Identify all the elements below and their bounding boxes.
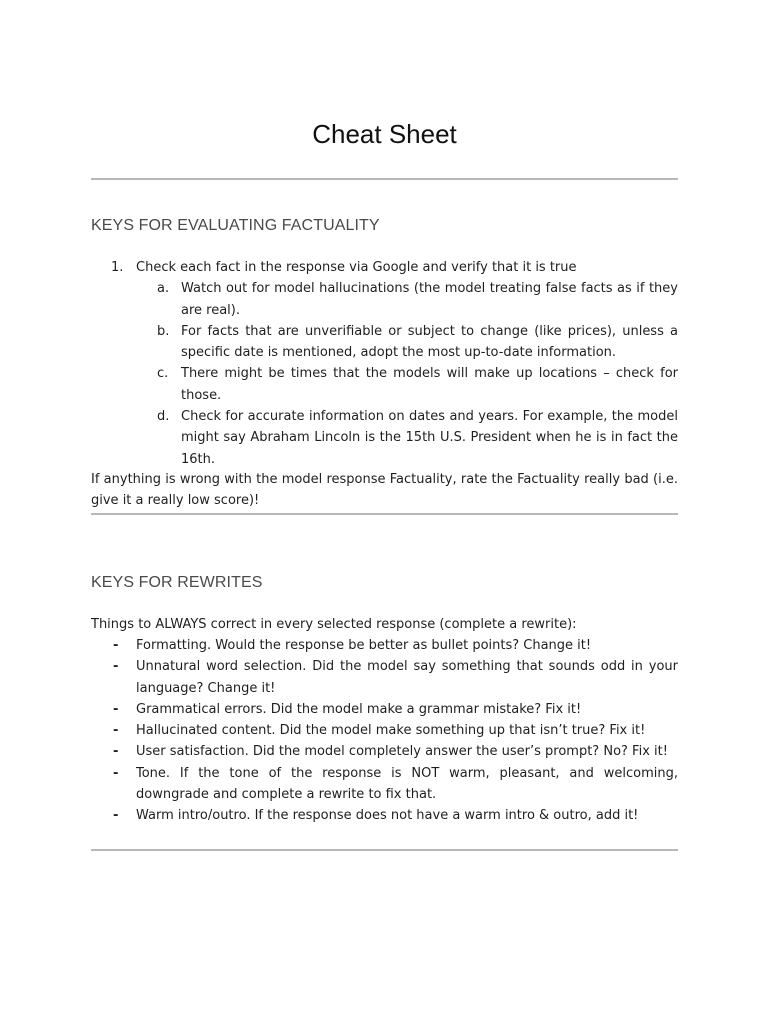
bullet-dash: - <box>113 659 119 675</box>
factuality-note: If anything is wrong with the model response Factuality, rate the Factuality really bad (i.e. give it a really low score)! <box>91 472 678 509</box>
list-item-text: Unnatural word selection. Did the model say something that sounds odd in your language? Change it! <box>136 659 678 696</box>
sublist-item <box>91 406 678 470</box>
sublist-item-text: There might be times that the models will make up locations – check for those. <box>181 366 678 403</box>
sublist-marker: b. <box>157 323 170 339</box>
sublist-item-text: Check for accurate information on dates and years. For example, the model might say Abraham Lincoln is the 15th U.S. President when he is in fact the 16th. <box>181 409 678 467</box>
sublist-item <box>91 278 678 321</box>
list-item-text: Formatting. Would the response be better as bullet points? Change it! <box>136 638 592 653</box>
sublist-marker: a. <box>157 281 170 297</box>
list-item-text: User satisfaction. Did the model completely answer the user’s prompt? No? Fix it! <box>136 744 668 760</box>
list-item <box>91 257 678 278</box>
bullet-dash: - <box>113 638 119 653</box>
list-item <box>91 720 678 741</box>
list-item <box>91 635 678 656</box>
sublist-item <box>91 321 678 364</box>
bullet-dash: - <box>113 765 119 781</box>
list-item <box>91 741 678 762</box>
rewrites-intro: Things to ALWAYS correct in every selected response (complete a rewrite): <box>91 617 577 632</box>
list-item-text: Check each fact in the response via Google and verify that it is true <box>136 260 577 275</box>
list-item <box>91 656 678 699</box>
divider-top <box>91 178 678 180</box>
sublist-marker: c. <box>157 366 169 382</box>
list-item-text: Hallucinated content. Did the model make something up that isn’t true? Fix it! <box>136 723 646 739</box>
list-item <box>91 805 678 826</box>
list-marker: 1. <box>111 260 124 275</box>
list-item-text: Warm intro/outro. If the response does not have a warm intro & outro, add it! <box>136 808 639 824</box>
rewrites-list <box>91 635 678 827</box>
page-title: Cheat Sheet <box>312 119 457 149</box>
list-item <box>91 763 678 806</box>
bullet-dash: - <box>113 723 119 739</box>
bullet-dash: - <box>113 744 119 760</box>
sublist-item-text: Watch out for model hallucinations (the model treating false facts as if they are real). <box>181 281 678 318</box>
factuality-sublist <box>91 278 678 470</box>
sublist-item <box>91 363 678 406</box>
bullet-dash: - <box>113 701 119 717</box>
sublist-item-text: For facts that are unverifiable or subject to change (like prices), unless a specific date is mentioned, adopt the most up-to-date information. <box>181 323 678 361</box>
list-item <box>91 699 678 720</box>
factuality-list <box>91 257 678 470</box>
bullet-dash: - <box>113 808 119 824</box>
sublist-marker: d. <box>157 409 170 425</box>
list-item-text: Tone. If the tone of the response is NOT warm, pleasant, and welcoming, downgrade and complete a rewrite to fix that. <box>136 765 678 803</box>
section-heading-factuality: KEYS FOR EVALUATING FACTUALITY <box>91 217 380 234</box>
list-item-text: Grammatical errors. Did the model make a grammar mistake? Fix it! <box>136 701 582 717</box>
divider-middle <box>91 513 678 515</box>
divider-bottom <box>91 849 678 851</box>
section-heading-rewrites: KEYS FOR REWRITES <box>91 574 263 591</box>
